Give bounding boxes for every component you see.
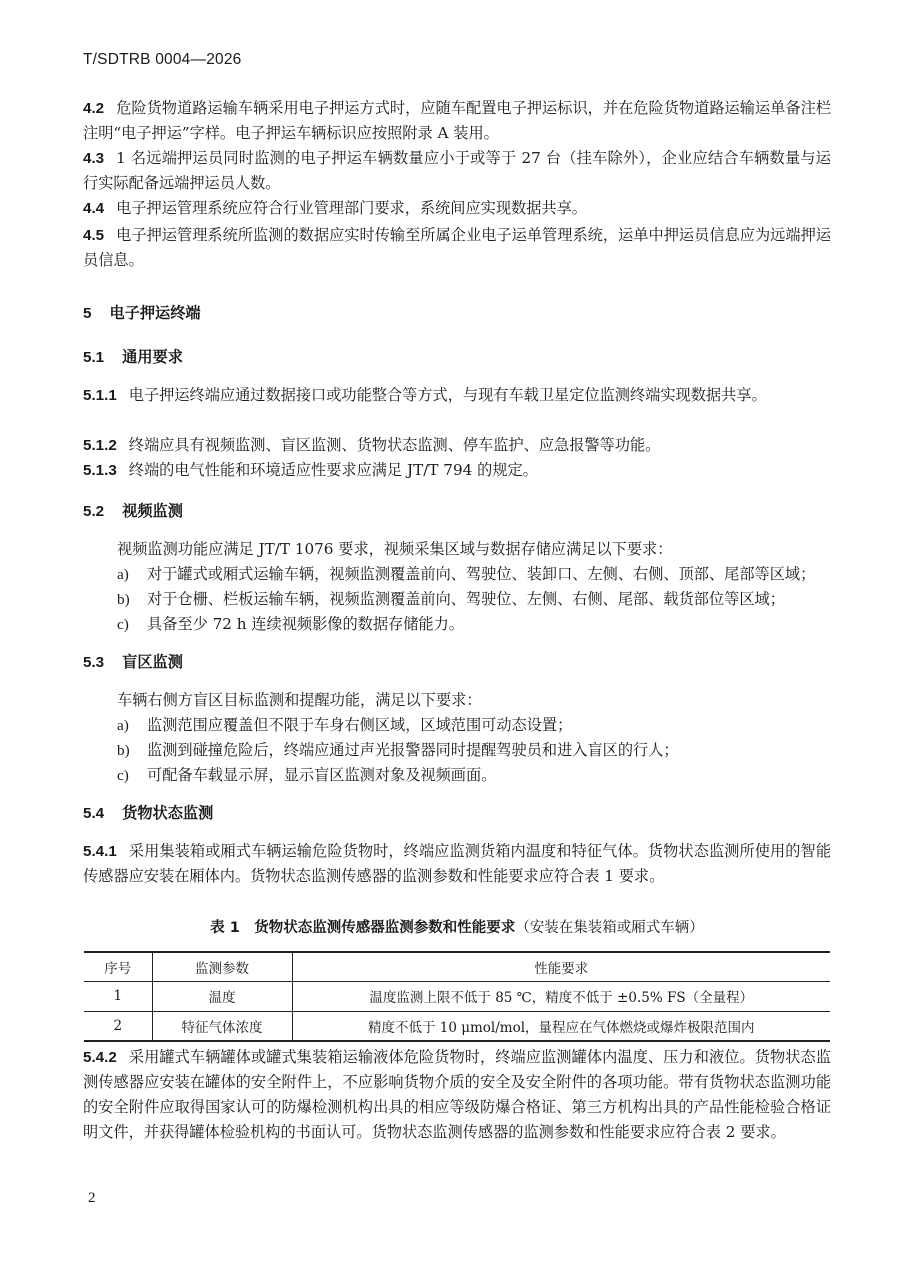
clause-5-1-2	[83, 433, 831, 458]
table-title-note: （安装在集装箱或厢式车辆）	[515, 920, 704, 936]
clause-5-1-3	[83, 458, 831, 483]
section-number: 5.1	[83, 349, 105, 366]
video-intro: 视频监测功能应满足 JT/T 1076 要求，视频采集区域与数据存储应满足以下要求：	[117, 540, 673, 558]
clause-number: 4.3	[83, 150, 105, 167]
section-number: 5.4	[83, 805, 105, 822]
table-cell: 温度监测上限不低于 85 ℃，精度不低于 ±0.5% FS（全量程）	[292, 981, 830, 1011]
standard-code: T/SDTRB 0004—2026	[83, 51, 242, 68]
list-text: 可配备车载显示屏，显示盲区监测对象及视频画面。	[147, 766, 497, 784]
list-item	[117, 738, 831, 763]
section-title: 货物状态监测	[122, 804, 214, 822]
clause-5-1-1	[83, 383, 831, 408]
clause-text: 电子押运管理系统所监测的数据应实时传输至所属企业电子运单管理系统，运单中押运员信息应为远端押运员信息。	[83, 226, 831, 269]
clause-5-4-2	[83, 1045, 831, 1145]
table-cell: 特征气体浓度	[152, 1011, 292, 1041]
clause-text: 终端的电气性能和环境适应性要求应满足 JT/T 794 的规定。	[128, 461, 538, 479]
clause-number: 4.4	[83, 200, 105, 217]
table-cell: 1	[84, 981, 152, 1011]
column-header: 监测参数	[152, 952, 292, 981]
page-number: 2	[88, 1190, 96, 1206]
clause-text: 电子押运管理系统应符合行业管理部门要求，系统间应实现数据共享。	[116, 199, 587, 217]
clause-text: 采用罐式车辆罐体或罐式集装箱运输液体危险货物时，终端应监测罐体内温度、压力和液位。货物状态监测传感器应安装在罐体的安全附件上，不应影响货物介质的安全及安全附件的各项功能。带有货物状态监测功能的安全附件应取得国家认可的防爆检测机构出具的相应等级防爆合格证、第三方机构出具的产品性能检验合格证明文件，并获得罐体检验机构的书面认可。货物状态监测传感器的监测参数和性能要求应符合表 2 要求。	[83, 1048, 831, 1141]
section-title: 视频监测	[122, 502, 183, 520]
clause-number: 4.5	[83, 227, 105, 244]
list-text: 具备至少 72 h 连续视频影像的数据存储能力。	[147, 615, 464, 633]
section-title: 电子押运终端	[109, 304, 201, 322]
list-marker: b)	[117, 591, 130, 608]
clause-4-5	[83, 223, 831, 273]
table-row	[84, 1011, 830, 1041]
table-cell: 精度不低于 10 μmol/mol，量程应在气体燃烧或爆炸极限范围内	[292, 1011, 830, 1041]
clause-number: 5.1.1	[83, 387, 117, 404]
column-header: 序号	[84, 952, 152, 981]
list-item	[117, 562, 831, 587]
table-cell: 2	[84, 1011, 152, 1041]
clause-number: 5.1.3	[83, 462, 117, 479]
clause-text: 终端应具有视频监测、盲区监测、货物状态监测、停车监护、应急报警等功能。	[128, 436, 661, 454]
section-title: 通用要求	[122, 348, 183, 366]
clause-4-4	[83, 196, 831, 221]
list-marker: b)	[117, 742, 130, 759]
blind-spot-intro: 车辆右侧方盲区目标监测和提醒功能，满足以下要求：	[117, 691, 482, 709]
list-text: 对于仓栅、栏板运输车辆，视频监测覆盖前向、驾驶位、左侧、右侧、尾部、载货部位等区域；	[147, 590, 785, 608]
clause-text: 危险货物道路运输车辆采用电子押运方式时，应随车配置电子押运标识，并在危险货物道路运输运单备注栏注明“电子押运”字样。电子押运车辆标识应按照附录 A 装用。	[83, 99, 831, 142]
clause-number: 4.2	[83, 100, 105, 117]
clause-text: 1 名远端押运员同时监测的电子押运车辆数量应小于或等于 27 台（挂车除外），企业应结合车辆数量与运行实际配备远端押运员人数。	[83, 149, 831, 192]
column-header: 性能要求	[292, 952, 830, 981]
list-item	[117, 713, 831, 738]
list-text: 对于罐式或厢式运输车辆，视频监测覆盖前向、驾驶位、装卸口、左侧、右侧、顶部、尾部等区域；	[147, 565, 816, 583]
clause-text: 采用集装箱或厢式车辆运输危险货物时，终端应监测货箱内温度和特征气体。货物状态监测所使用的智能传感器应安装在厢体内。货物状态监测传感器的监测参数和性能要求应符合表 1 要求。	[83, 842, 831, 885]
list-text: 监测范围应覆盖但不限于车身右侧区域，区域范围可动态设置；	[147, 716, 573, 734]
table-row	[84, 981, 830, 1011]
section-5-1-heading	[83, 345, 183, 370]
clause-number: 5.1.2	[83, 437, 117, 454]
clause-4-2	[83, 96, 831, 146]
section-5-3-heading	[83, 650, 183, 675]
section-5-4-heading	[83, 801, 213, 826]
list-item	[117, 612, 831, 637]
section-number: 5.2	[83, 503, 105, 520]
table-title-text: 表 1 货物状态监测传感器监测参数和性能要求	[210, 920, 516, 936]
clause-4-3	[83, 146, 831, 196]
section-number: 5	[83, 305, 92, 322]
table-cell: 温度	[152, 981, 292, 1011]
list-marker: c)	[117, 616, 129, 633]
section-number: 5.3	[83, 654, 105, 671]
table-1	[84, 951, 830, 1042]
section-5-heading	[83, 301, 201, 326]
list-marker: a)	[117, 717, 129, 734]
list-marker: c)	[117, 767, 129, 784]
list-marker: a)	[117, 566, 129, 583]
list-item	[117, 587, 831, 612]
list-text: 监测到碰撞危险后，终端应通过声光报警器同时提醒驾驶员和进入盲区的行人；	[147, 741, 679, 759]
clause-text: 电子押运终端应通过数据接口或功能整合等方式，与现有车载卫星定位监测终端实现数据共享。	[128, 386, 767, 404]
section-5-2-heading	[83, 499, 183, 524]
list-item	[117, 763, 831, 788]
clause-number: 5.4.1	[83, 843, 117, 860]
clause-5-4-1	[83, 839, 831, 889]
section-title: 盲区监测	[122, 653, 183, 671]
clause-number: 5.4.2	[83, 1049, 117, 1066]
table-1-title	[83, 916, 831, 940]
table-header-row	[84, 952, 830, 981]
